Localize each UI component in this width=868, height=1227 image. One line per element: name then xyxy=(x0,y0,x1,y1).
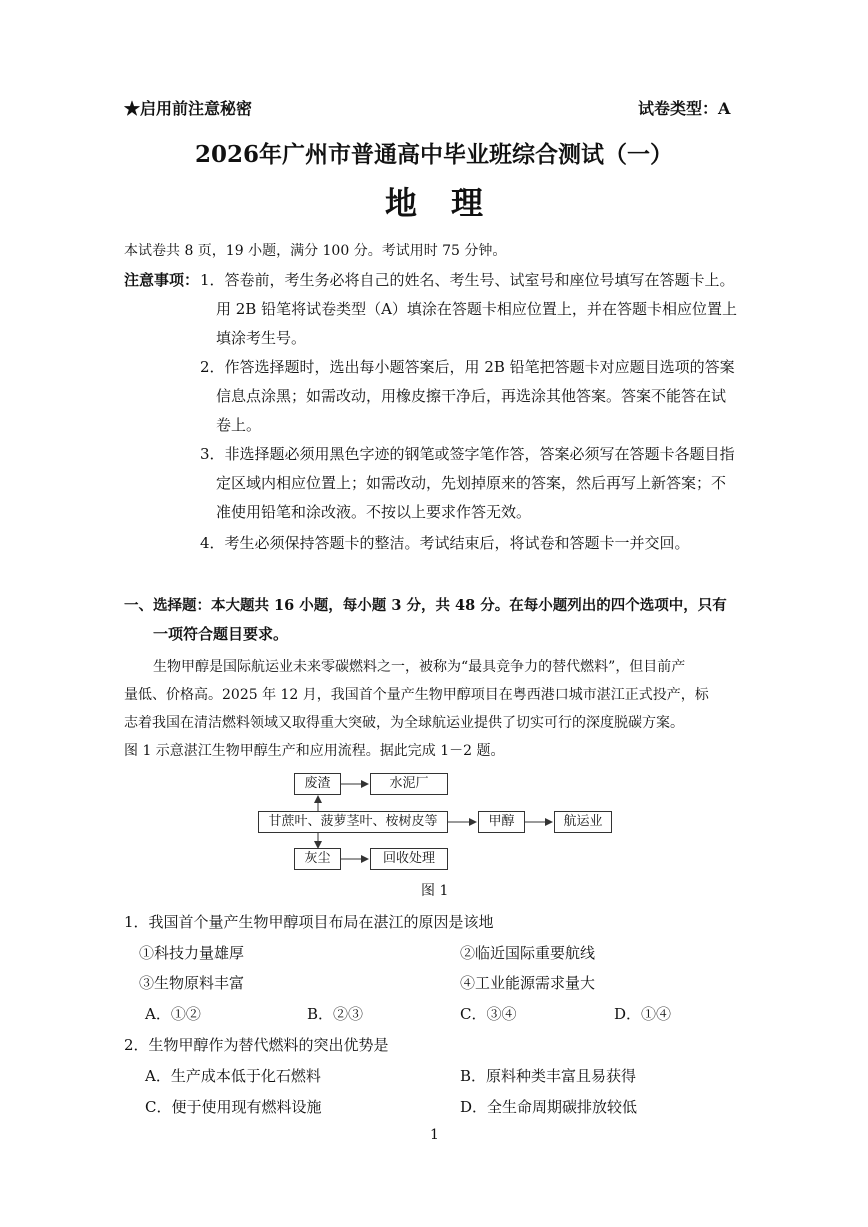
note-line: 定区域内相应位置上；如需改动，先划掉原来的答案，然后再写上新答案；不 xyxy=(216,474,727,492)
question-1-option-a: A．①② xyxy=(145,1005,201,1023)
passage-line: 生物甲醇是国际航运业未来零碳燃料之一，被称为“最具竞争力的替代燃料”，但目前产 xyxy=(153,659,686,675)
box-ash: 灰尘 xyxy=(294,848,341,870)
note-line: 准使用铅笔和涂改液。不按以上要求作答无效。 xyxy=(216,503,532,521)
confidential-mark: ★启用前注意秘密 xyxy=(124,99,253,118)
passage-line: 量低、价格高。2025 年 12 月，我国首个量产生物甲醇项目在粤西港口城市湛江正式投产，标 xyxy=(124,687,709,703)
note-line: 3．非选择题必须用黑色字迹的钢笔或签字笔作答，答案必须写在答题卡各题目指 xyxy=(200,445,735,463)
subject-title: 地理 xyxy=(384,184,517,222)
question-2-option-d: D．全生命周期碳排放较低 xyxy=(460,1098,638,1116)
exam-intro: 本试卷共 8 页，19 小题，满分 100 分。考试用时 75 分钟。 xyxy=(124,243,507,259)
section-heading: 一、选择题：本大题共 16 小题，每小题 3 分，共 48 分。在每小题列出的四个选项中，只有 xyxy=(124,597,727,614)
note-line: 4．考生必须保持答题卡的整洁。考试结束后，将试卷和答题卡一并交回。 xyxy=(200,534,690,552)
note-line: 2．作答选择题时，选出每小题答案后，用 2B 铅笔把答题卡对应题目选项的答案 xyxy=(200,358,735,376)
question-1-option-c: C．③④ xyxy=(460,1005,517,1023)
question-1-item: ③生物原料丰富 xyxy=(139,974,245,992)
paper-type: 试卷类型：A xyxy=(638,99,731,118)
box-waste-residue: 废渣 xyxy=(294,773,341,795)
box-cement-plant: 水泥厂 xyxy=(370,773,448,795)
question-1-stem: 1．我国首个量产生物甲醇项目布局在湛江的原因是该地 xyxy=(124,913,494,931)
question-2-option-b: B．原料种类丰富且易获得 xyxy=(460,1067,637,1085)
note-line: 信息点涂黑；如需改动，用橡皮擦干净后，再选涂其他答案。答案不能答在试 xyxy=(216,387,727,405)
page-number: 1 xyxy=(430,1127,439,1143)
passage-line: 志着我国在清洁燃料领域又取得重大突破，为全球航运业提供了切实可行的深度脱碳方案。 xyxy=(124,715,684,731)
box-raw-materials: 甘蔗叶、菠萝茎叶、桉树皮等 xyxy=(258,811,448,833)
question-1-item: ②临近国际重要航线 xyxy=(460,944,596,962)
question-2-option-c: C．便于使用现有燃料设施 xyxy=(145,1098,322,1116)
passage-line: 图 1 示意湛江生物甲醇生产和应用流程。据此完成 1－2 题。 xyxy=(124,743,505,759)
notes-label: 注意事项： xyxy=(124,271,200,289)
question-1-option-d: D．①④ xyxy=(614,1005,672,1023)
question-1-option-b: B．②③ xyxy=(307,1005,364,1023)
exam-title: 2026年广州市普通高中毕业班综合测试（一） xyxy=(194,141,673,168)
note-line: 卷上。 xyxy=(216,416,262,434)
box-shipping: 航运业 xyxy=(554,811,612,833)
question-2-stem: 2．生物甲醇作为替代燃料的突出优势是 xyxy=(124,1036,389,1054)
figure-caption: 图 1 xyxy=(421,883,449,899)
question-1-item: ①科技力量雄厚 xyxy=(139,944,245,962)
question-2-option-a: A．生产成本低于化石燃料 xyxy=(145,1067,321,1085)
note-line: 填涂考生号。 xyxy=(216,329,307,347)
box-recycling: 回收处理 xyxy=(370,848,448,870)
question-1-item: ④工业能源需求量大 xyxy=(460,974,596,992)
section-heading-cont: 一项符合题目要求。 xyxy=(153,625,289,643)
box-methanol: 甲醇 xyxy=(478,811,525,833)
note-line: 1．答卷前，考生务必将自己的姓名、考生号、试室号和座位号填写在答题卡上。 xyxy=(200,271,735,289)
note-line: 用 2B 铅笔将试卷类型（A）填涂在答题卡相应位置上，并在答题卡相应位置上 xyxy=(216,300,737,318)
